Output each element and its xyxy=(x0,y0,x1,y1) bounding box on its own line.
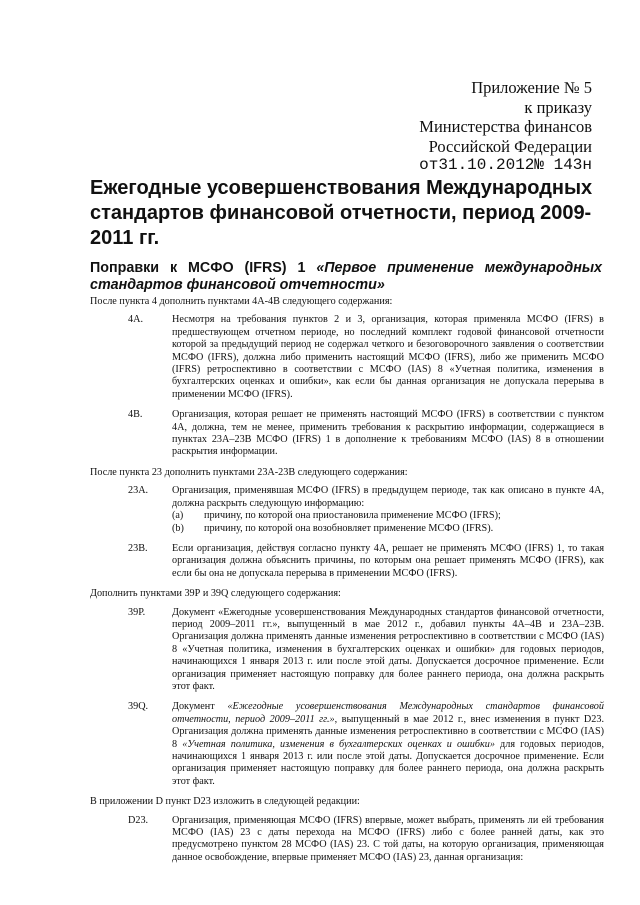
paragraph-23b xyxy=(90,543,604,580)
paragraph-text: Организация, применяющая МСФО (IFRS) впервые, может выбрать, применять ли ей требования МСФО (IAS) 23 с даты перехода на МСФО (IFRS) либо с более ранней даты, как это предусмотрено пунктом 28 МСФО (IAS) 23. С той даты, на которую организация, применяющая данное освобождение, впервые применяет МСФО (IAS) 23, данная организация: xyxy=(172,814,604,863)
instruction-2: После пункта 23 дополнить пунктами 23А-23В следующего содержания: xyxy=(90,466,408,478)
instruction-4: В приложении D пункт D23 изложить в следующей редакции: xyxy=(90,796,360,808)
annex-line-3: Министерства финансов xyxy=(419,117,592,136)
paragraph-number: 4В. xyxy=(128,409,143,421)
paragraph-text: Если организация, действуя согласно пункту 4А, решает не применять МСФО (IFRS) 1, то такая организация должна объяснить причины, по которым она решает применять МСФО (IFRS), как если бы она не допускала перерыва в применении МСФО (IFRS). xyxy=(172,542,604,579)
paragraph-number: 4А. xyxy=(128,314,143,326)
annex-line-1: Приложение № 5 xyxy=(471,78,592,97)
amendment-heading-prefix: Поправки к МСФО (IFRS) 1 xyxy=(90,260,317,276)
list-item-a xyxy=(172,510,604,522)
text-run-italic: «Ежегодные усовершенствования Международных стандартов финансовой отчетности, период 2009–2011 гг.» xyxy=(172,701,604,725)
paragraph-text: Организация, которая решает не применять настоящий МСФО (IFRS) в соответствии с пунктом 4А, должна, тем не менее, применить требования к раскрытию информации, содержащиеся в пунктах 23А–23В МСФО (IFRS) 1 в дополнение к требованиям МСФО (IAS) 8 в отношении раскрытия информации. xyxy=(172,409,604,458)
list-item-b xyxy=(172,523,604,535)
text-run: , выпущенный в мае 2012 г., внес изменения в пункт D23. Организация должна применять данные изменения ретроспективно в соответствии с МСФО (IAS) 8 xyxy=(172,713,604,750)
annex-header xyxy=(419,78,592,176)
paragraph-text: Несмотря на требования пунктов 2 и 3, организация, которая применяла МСФО (IFRS) в предшествующем отчетном периоде, но последний комплект годовой финансовой отчетности которой за предыдущий период не содержал четкого и безоговорочного заявления о соответствии МСФО (IFRS), должна либо применить настоящий МСФО (IFRS), либо же применить МСФО (IFRS) ретроспективно в соответствии с МСФО (IAS) 8 «Учетная политика, изменения в бухгалтерских оценках и ошибки», как если бы данная организация не допускала перерыва в применении МСФО (IFRS). xyxy=(172,314,604,400)
annex-line-2: к приказу xyxy=(524,97,592,117)
annex-date: от31.10.2012№ 143н xyxy=(419,156,592,174)
paragraph-number: 39Р. xyxy=(128,606,146,618)
annex-line-4: Российской Федерации xyxy=(428,136,592,156)
document-title: Ежегодные усовершенствования Международных стандартов финансовой отчетности, период 2009-2011 гг. xyxy=(90,177,593,249)
paragraph-d23 xyxy=(90,815,604,865)
paragraph-number: 23В. xyxy=(128,542,148,554)
paragraph-text: Документ «Ежегодные усовершенствования Международных стандартов финансовой отчетности, период 2009–2011 гг.», выпущенный в мае 2012 г., добавил пункты 4А–4В и 23А–23В. Организация должна применять данные изменения ретроспективно в соответствии с МСФО (IAS) 8 «Учетная политика, изменения в бухгалтерских оценках и ошибки» для годовых периодов, начинающихся 1 января 2013 г. или после этой даты. Допускается досрочное применение. Если организация применяет настоящую поправку для более раннего периода, она должна раскрыть этот факт. xyxy=(172,606,604,692)
list-text: причину, по которой она приостановила применение МСФО (IFRS); xyxy=(204,510,501,522)
amendment-heading xyxy=(90,260,602,294)
paragraph-4a xyxy=(90,314,604,401)
paragraph-39p xyxy=(90,607,604,694)
paragraph-number: 23А. xyxy=(128,485,149,497)
paragraph-number: D23. xyxy=(128,814,149,826)
list-label: (b) xyxy=(172,522,184,534)
text-run-italic: «Учетная политика, изменения в бухгалтерских оценках и ошибки» xyxy=(182,738,495,750)
instruction-3: Дополнить пунктами 39Р и 39Q следующего содержания: xyxy=(90,588,341,600)
paragraph-23a xyxy=(90,485,604,535)
paragraph-4b xyxy=(90,409,604,459)
paragraph-39q xyxy=(90,701,604,788)
paragraph-number: 39Q. xyxy=(128,701,149,713)
list-text: причину, по которой она возобновляет применение МСФО (IFRS). xyxy=(204,522,494,534)
instruction-1: После пункта 4 дополнить пунктами 4А-4В следующего содержания: xyxy=(90,296,393,307)
amendment-heading-standard: «Первое применение международных стандартов финансовой отчетности» xyxy=(90,260,602,293)
list-label: (a) xyxy=(172,510,184,522)
text-run: для годовых периодов, начинающихся 1 января 2013 г. или после этой даты. Допускается досрочное применение. Если организация применяет настоящую поправку для более раннего периода, она должна раскрыть этот факт. xyxy=(172,738,604,787)
document-body xyxy=(90,296,604,872)
text-run: Документ xyxy=(172,701,228,713)
paragraph-text xyxy=(172,701,604,788)
paragraph-text: Организация, применявшая МСФО (IFRS) в предыдущем периоде, так как описано в пункте 4А, должна раскрыть следующую информацию: xyxy=(172,485,604,509)
